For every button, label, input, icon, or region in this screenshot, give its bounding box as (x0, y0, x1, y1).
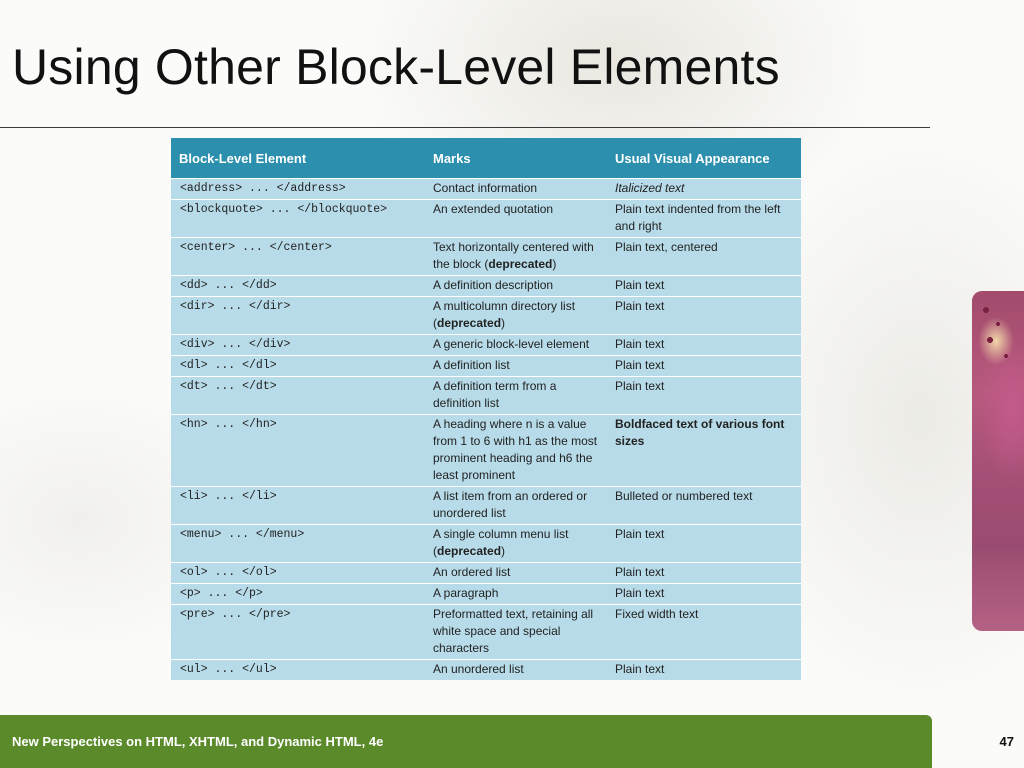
column-header-appearance: Usual Visual Appearance (607, 138, 801, 179)
orchid-image-detail (978, 300, 1018, 380)
element-tag-cell: <menu> ... </menu> (171, 525, 425, 563)
appearance-cell: Plain text (607, 276, 801, 297)
column-header-element: Block-Level Element (171, 138, 425, 179)
marks-cell: A definition description (425, 276, 607, 297)
table-row (171, 415, 801, 487)
element-tag-cell: <li> ... </li> (171, 487, 425, 525)
element-tag-cell: <hn> ... </hn> (171, 415, 425, 487)
table-row (171, 525, 801, 563)
element-tag-cell: <dt> ... </dt> (171, 377, 425, 415)
table-row (171, 377, 801, 415)
element-tag-cell: <blockquote> ... </blockquote> (171, 200, 425, 238)
marks-text: A single column menu list ( (433, 527, 569, 558)
table-row (171, 584, 801, 605)
marks-cell: Contact information (425, 179, 607, 200)
appearance-cell: Bulleted or numbered text (607, 487, 801, 525)
marks-cell: A list item from an ordered or unordered list (425, 487, 607, 525)
element-tag-cell: <div> ... </div> (171, 335, 425, 356)
element-tag-cell: <dl> ... </dl> (171, 356, 425, 377)
table-row (171, 487, 801, 525)
appearance-cell: Boldfaced text of various font sizes (607, 415, 801, 487)
marks-cell: An unordered list (425, 660, 607, 681)
table-row (171, 335, 801, 356)
marks-text: Text horizontally centered with the block ( (433, 240, 594, 271)
element-tag-cell: <dir> ... </dir> (171, 297, 425, 335)
title-divider (0, 127, 930, 128)
page-number: 47 (999, 734, 1014, 749)
appearance-cell: Plain text (607, 356, 801, 377)
element-tag-cell: <address> ... </address> (171, 179, 425, 200)
marks-cell: A definition list (425, 356, 607, 377)
appearance-cell: Plain text (607, 377, 801, 415)
marks-cell: An extended quotation (425, 200, 607, 238)
table-row (171, 200, 801, 238)
marks-cell (425, 297, 607, 335)
column-header-marks: Marks (425, 138, 607, 179)
element-tag-cell: <p> ... </p> (171, 584, 425, 605)
marks-cell: An ordered list (425, 563, 607, 584)
marks-cell: A definition term from a definition list (425, 377, 607, 415)
marks-cell: A paragraph (425, 584, 607, 605)
table-row (171, 276, 801, 297)
element-tag-cell: <pre> ... </pre> (171, 605, 425, 660)
element-tag-cell: <ul> ... </ul> (171, 660, 425, 681)
table-row (171, 356, 801, 377)
block-elements-table-container (171, 138, 801, 680)
block-elements-table (171, 138, 801, 680)
appearance-cell: Italicized text (607, 179, 801, 200)
deprecated-label: deprecated (488, 257, 553, 271)
appearance-cell: Plain text (607, 297, 801, 335)
marks-text-close: ) (552, 257, 557, 271)
deprecated-label: deprecated (437, 316, 502, 330)
table-header-row (171, 138, 801, 179)
marks-text-close: ) (501, 316, 506, 330)
appearance-cell: Plain text (607, 525, 801, 563)
appearance-cell: Plain text, centered (607, 238, 801, 276)
appearance-cell: Plain text (607, 335, 801, 356)
table-row (171, 605, 801, 660)
element-tag-cell: <center> ... </center> (171, 238, 425, 276)
marks-cell: A heading where n is a value from 1 to 6 with h1 as the most prominent heading and h6 the least prominent (425, 415, 607, 487)
marks-text-close: ) (501, 544, 506, 558)
deprecated-label: deprecated (437, 544, 502, 558)
table-row (171, 297, 801, 335)
marks-cell: A generic block-level element (425, 335, 607, 356)
appearance-cell: Plain text (607, 563, 801, 584)
marks-cell (425, 525, 607, 563)
table-row (171, 660, 801, 681)
marks-cell (425, 238, 607, 276)
marks-text: A multicolumn directory list ( (433, 299, 576, 330)
slide-title: Using Other Block-Level Elements (12, 39, 780, 95)
element-tag-cell: <ol> ... </ol> (171, 563, 425, 584)
appearance-cell: Plain text indented from the left and right (607, 200, 801, 238)
appearance-cell: Fixed width text (607, 605, 801, 660)
table-row (171, 179, 801, 200)
appearance-cell: Plain text (607, 584, 801, 605)
footer-course-title: New Perspectives on HTML, XHTML, and Dynamic HTML, 4e (12, 734, 384, 749)
marks-cell: Preformatted text, retaining all white space and special characters (425, 605, 607, 660)
appearance-cell: Plain text (607, 660, 801, 681)
table-body (171, 179, 801, 681)
element-tag-cell: <dd> ... </dd> (171, 276, 425, 297)
table-row (171, 238, 801, 276)
table-row (171, 563, 801, 584)
